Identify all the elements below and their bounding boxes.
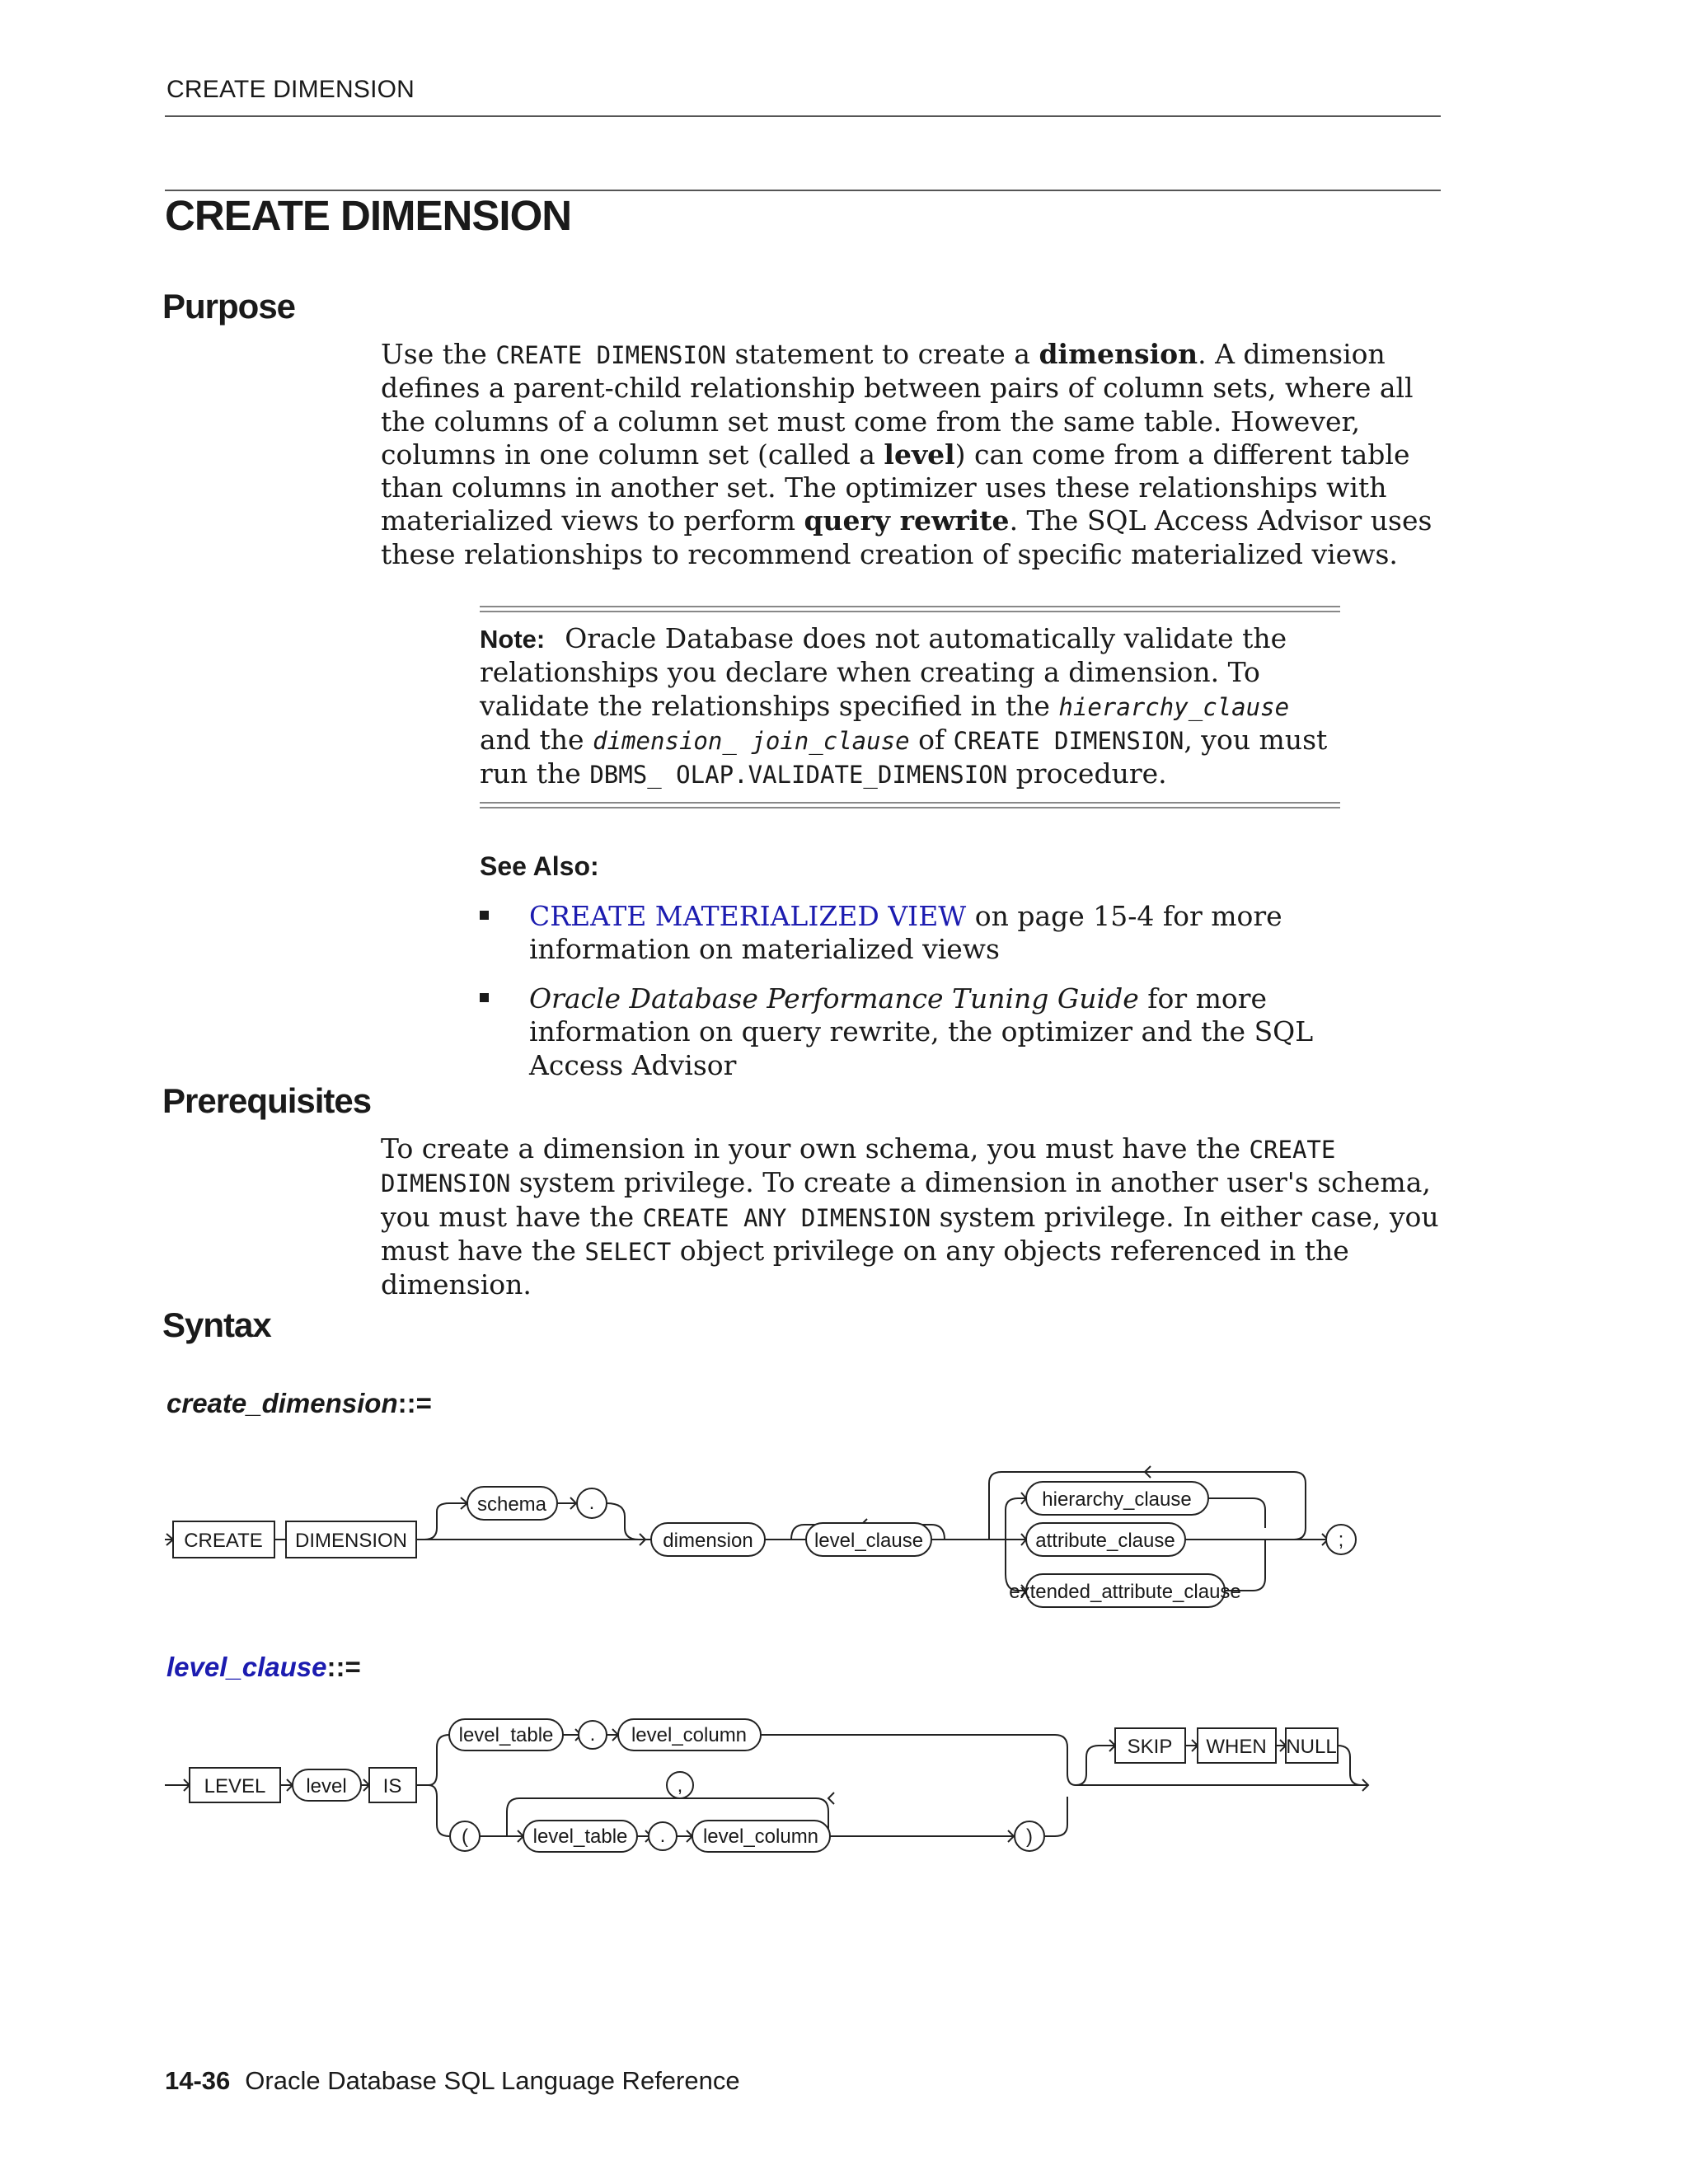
level-keyword: LEVEL <box>204 1775 266 1797</box>
book-title: Oracle Database SQL Language Reference <box>245 2066 740 2095</box>
purpose-paragraph: Use the CREATE DIMENSION statement to create a dimension. A dimension defines a parent-child relationship between pairs of column sets, where all the columns of a column set must come from the same table. However, columns in one column set (called a level) can come from a different table than columns in another set. The optimizer uses these relationships with materialized views to perform query rewrite. The SQL Access Advisor uses these relationships to recommend creation of specific materialized views. <box>381 338 1432 570</box>
syntax-heading: Syntax <box>162 1305 271 1344</box>
header-rule <box>165 115 1441 117</box>
attribute-clause-label: attribute_clause <box>1035 1530 1175 1552</box>
right-paren-label: ) <box>1026 1825 1033 1848</box>
dot-label: . <box>659 1825 666 1847</box>
null-keyword: NULL <box>1286 1736 1337 1758</box>
extended-attribute-clause-label: extended_attribute_clause <box>1009 1581 1241 1603</box>
running-header: CREATE DIMENSION <box>166 76 415 103</box>
comma-label: , <box>677 1774 683 1797</box>
level-column-label: level_column <box>702 1825 819 1848</box>
page-number: 14-36 <box>165 2066 231 2095</box>
page-title: CREATE DIMENSION <box>165 192 572 239</box>
semicolon-label: ; <box>1338 1529 1344 1551</box>
level-clause-diagram <box>157 1706 1337 1871</box>
dimension-keyword: DIMENSION <box>294 1530 408 1552</box>
prerequisites-paragraph: To create a dimension in your own schema, you must have the CREATE DIMENSION system privilege. To create a dimension in another user's schema, you must have the CREATE ANY DIMENSION system privilege. In either case, you must have the SELECT object privilege on any objects referenced in the dimension. <box>381 1132 1439 1301</box>
level-label: level <box>306 1775 347 1797</box>
schema-label: schema <box>476 1493 547 1516</box>
level-clause-syntax-label: level_clause::= <box>166 1652 361 1682</box>
create-keyword: CREATE <box>184 1530 263 1552</box>
note-bottom-rule <box>480 802 1340 808</box>
note-box <box>480 606 1340 812</box>
skip-keyword: SKIP <box>1127 1736 1173 1758</box>
dot-label: . <box>588 1492 595 1514</box>
level-clause-label: level_clause <box>814 1530 924 1552</box>
note-text: Note: Oracle Database does not automatically validate the relationships you declare when creating a dimension. To validate the relationships specified in the hierarchy_clause and the dimension_ join_clause of CREATE DIMENSION, you must run the DBMS_ OLAP.VALIDATE_DIMENSION procedure. <box>480 622 1328 790</box>
level-column-label: level_column <box>631 1724 748 1746</box>
page-footer <box>165 2066 740 2096</box>
level-table-label: level_table <box>458 1724 554 1746</box>
create-dimension-diagram <box>157 1442 1376 1632</box>
see-also-heading: See Also: <box>480 851 599 881</box>
create-materialized-view-link[interactable]: CREATE MATERIALIZED VIEW <box>529 900 967 932</box>
dot-label: . <box>589 1723 596 1746</box>
level-table-label: level_table <box>532 1825 628 1848</box>
purpose-heading: Purpose <box>162 287 296 326</box>
hierarchy-clause-label: hierarchy_clause <box>1042 1488 1192 1511</box>
create-dimension-label: create_dimension::= <box>166 1388 432 1418</box>
bullet-icon <box>480 911 489 920</box>
prerequisites-heading: Prerequisites <box>162 1081 372 1120</box>
note-top-rule <box>480 606 1340 612</box>
level-clause-link[interactable]: level_clause <box>166 1652 327 1682</box>
dimension-label: dimension <box>663 1530 753 1552</box>
when-keyword: WHEN <box>1206 1736 1267 1758</box>
note-label: Note: <box>480 625 546 654</box>
left-paren-label: ( <box>462 1825 468 1848</box>
is-keyword: IS <box>382 1775 402 1797</box>
bullet-icon <box>480 993 489 1002</box>
